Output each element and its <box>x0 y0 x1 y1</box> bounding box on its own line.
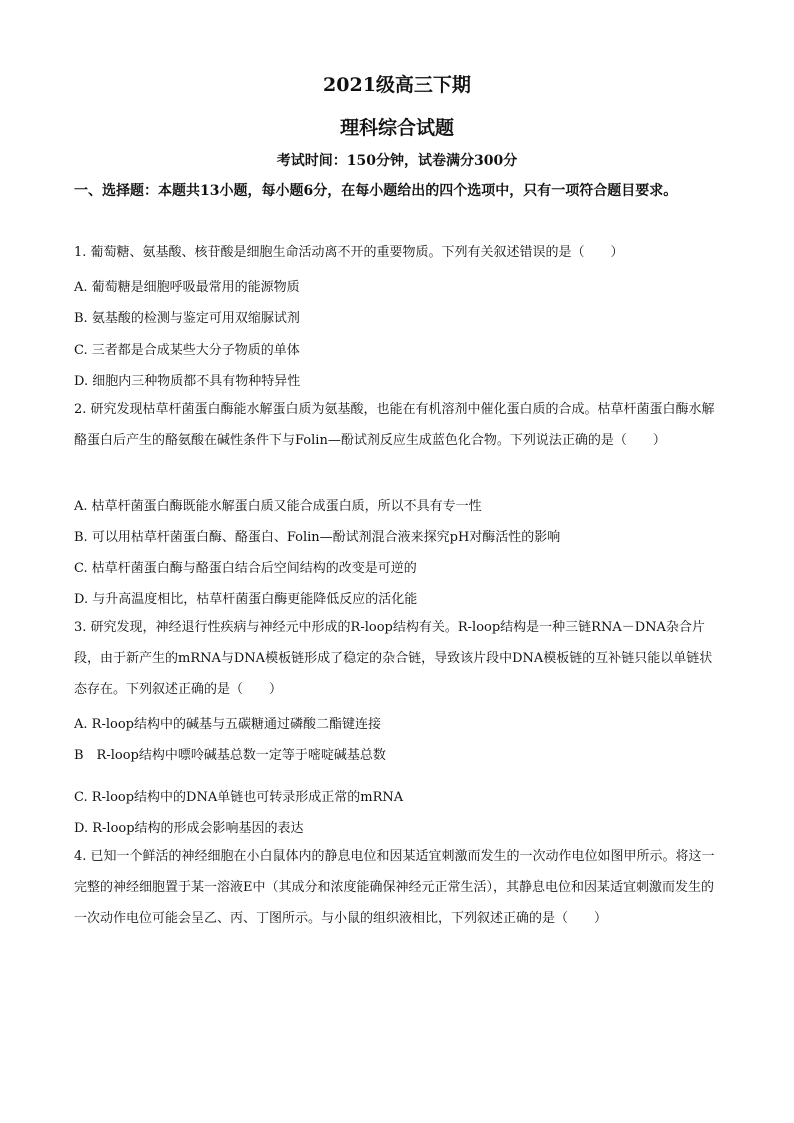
question-2-option-c: C. 枯草杆菌蛋白酶与酪蛋白结合后空间结构的改变是可逆的 <box>74 561 417 576</box>
section-heading: 一、选择题：本题共13小题，每小题6分，在每小题给出的四个选项中，只有一项符合题目要求。 <box>74 183 678 199</box>
question-1-option-a: A. 葡萄糖是细胞呼吸最常用的能源物质 <box>74 280 300 295</box>
question-2-stem: 2. 研究发现枯草杆菌蛋白酶能水解蛋白质为氨基酸，也能在有机溶剂中催化蛋白质的合成。枯草杆菌蛋白酶水解酪蛋白后产生的酪氨酸在碱性条件下与Folin—酚试剂反应生成蓝色化合物。下列说法正确的是（ ） <box>74 402 715 448</box>
question-1-stem: 1. 葡萄糖、氨基酸、核苷酸是细胞生命活动离不开的重要物质。下列有关叙述错误的是（ ） <box>74 245 624 260</box>
question-3-stem: 3. 研究发现，神经退行性疾病与神经元中形成的R-loop结构有关。R-loop结构是一种三链RNA－DNA杂合片段，由于新产生的mRNA与DNA模板链形成了稳定的杂合链，导致该片段中DNA模板链的互补链只能以单链状态存在。下列叙述正确的是（ ） <box>74 620 713 697</box>
question-3-option-c: C. R-loop结构中的DNA单链也可转录形成正常的mRNA <box>74 790 404 805</box>
title-line-1: 2021级高三下期 <box>323 74 471 96</box>
question-2-option-b: B. 可以用枯草杆菌蛋白酶、酪蛋白、Folin—酚试剂混合液来探究pH对酶活性的影响 <box>74 530 561 545</box>
question-3-option-b: B R-loop结构中嘌呤碱基总数一定等于嘧啶碱基总数 <box>74 748 386 763</box>
title-line-2: 理科综合试题 <box>339 117 454 139</box>
question-1-option-c: C. 三者都是合成某些大分子物质的单体 <box>74 343 300 358</box>
question-2-option-d: D. 与升高温度相比，枯草杆菌蛋白酶更能降低反应的活化能 <box>74 592 418 607</box>
exam-info: 考试时间：150分钟，试卷满分300分 <box>276 153 518 169</box>
question-1-option-b: B. 氨基酸的检测与鉴定可用双缩脲试剂 <box>74 311 300 326</box>
question-3-option-d: D. R-loop结构的形成会影响基因的表达 <box>74 821 304 836</box>
question-4-stem: 4. 已知一个鲜活的神经细胞在小白鼠体内的静息电位和因某适宜刺激而发生的一次动作电位如图甲所示。将这一完整的神经细胞置于某一溶液E中（其成分和浓度能确保神经元正常生活），其静息电位和因某适宜刺激而发生的一次动作电位可能会呈乙、丙、丁图所示。与小鼠的组织液相比，下列叙述正确的是（ ） <box>74 849 715 926</box>
question-3-option-a: A. R-loop结构中的碱基与五碳糖通过磷酸二酯键连接 <box>74 717 381 732</box>
question-1-option-d: D. 细胞内三种物质都不具有物种特异性 <box>74 374 301 389</box>
question-2-option-a: A. 枯草杆菌蛋白酶既能水解蛋白质又能合成蛋白质，所以不具有专一性 <box>74 499 482 514</box>
